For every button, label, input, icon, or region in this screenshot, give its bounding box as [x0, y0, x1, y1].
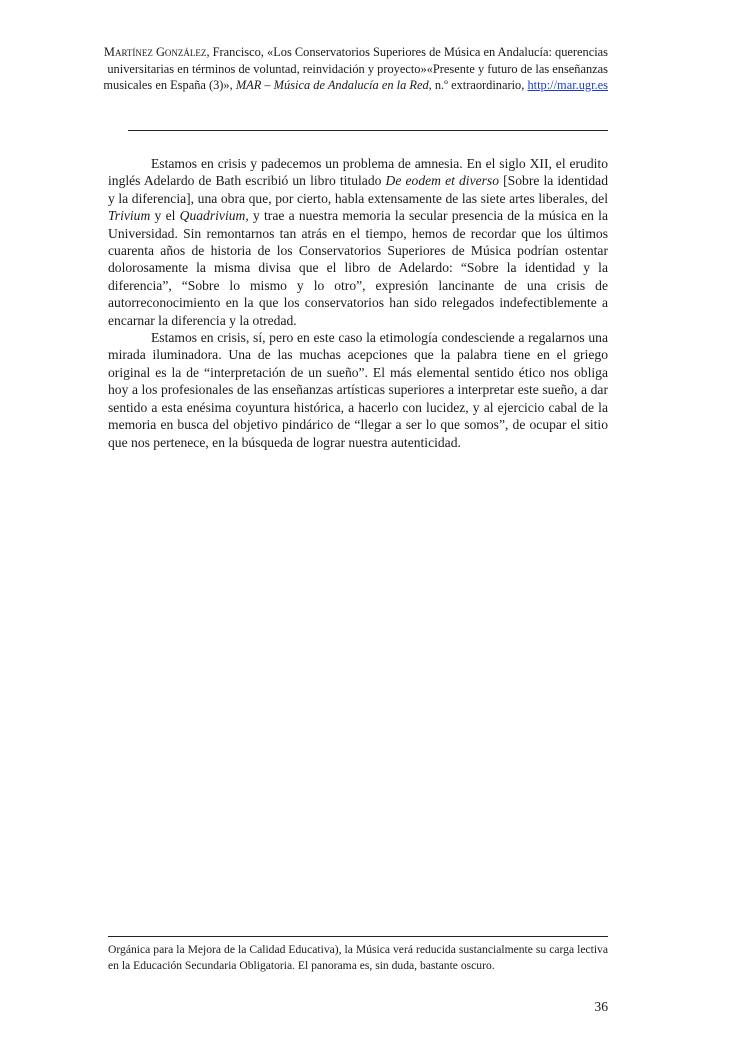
- header-divider: [128, 130, 608, 131]
- header-author: Martínez González: [103, 45, 207, 59]
- paragraph-1: Estamos en crisis y padecemos un problema de amnesia. En el siglo XII, el erudito inglés Adelardo de Bath escribió un libro titulado De eodem et diverso [Sobre la identidad y la diferencia], una obra que, por cierto, habla extensamente de las siete artes liberales, del Trivium y el Quadrivium, y trae a nuestra memoria la secular presencia de la música en la Universidad. Sin remontarnos tan atrás en el tiempo, hemos de recordar que los últimos cuarenta años de historia de los Conservatorios Superiores de Música podrían ostentar dolorosamente la misma divisa que el libro de Adelardo: “Sobre la identidad y la diferencia”, “Sobre lo mismo y lo otro”, expresión lancinante de una crisis de autorreconocimiento en la que los conservatorios han sido relegados indefectiblemente a encarnar la diferencia y la otredad.: [108, 156, 608, 328]
- footnote: Orgánica para la Mejora de la Calidad Educativa), la Música verá reducida sustancialmente su carga lectiva en la Educación Secundaria Obligatoria. El panorama es, sin duda, bastante oscuro.: [108, 943, 608, 972]
- header-citation-issue: , n.º extraordinario,: [428, 78, 528, 92]
- trivium-term: Trivium: [108, 208, 151, 224]
- main-text: [108, 155, 608, 451]
- header-url-link[interactable]: http://mar.ugr.es: [527, 78, 608, 92]
- quadrivium-term: Quadrivium: [179, 208, 246, 224]
- header-journal: MAR – Música de Andalucía en la Red: [235, 78, 429, 92]
- footnote-divider: [108, 936, 608, 937]
- page-number: 36: [594, 999, 608, 1014]
- running-header: [100, 44, 608, 94]
- paragraph-2: Estamos en crisis, sí, pero en este caso la etimología condesciende a regalarnos una mirada iluminadora. Una de las muchas acepciones que la palabra tiene en el griego original es la de “interpretación de un sueño”. El más elemental sentido ético nos obliga hoy a los profesionales de las enseñanzas artísticas superiores a interpretar este sueño, a dar sentido a esta enésima coyuntura histórica, a hacerlo con lucidez, y al ejercicio cabal de la memoria en busca del objetivo pindárico de “llegar a ser lo que somos”, de ocupar el sitio que nos pertenece, en la búsqueda de lograr nuestra autenticidad.: [108, 330, 608, 450]
- book-title: De eodem et diverso: [385, 173, 500, 189]
- header-citation: , Francisco, «Los Conservatorios Superiores de Música en Andalucía: querencias universitarias en términos de voluntad, reinvidación y proyecto»«Presente y futuro de las enseñanzas musicales en España (3)»,: [103, 45, 608, 92]
